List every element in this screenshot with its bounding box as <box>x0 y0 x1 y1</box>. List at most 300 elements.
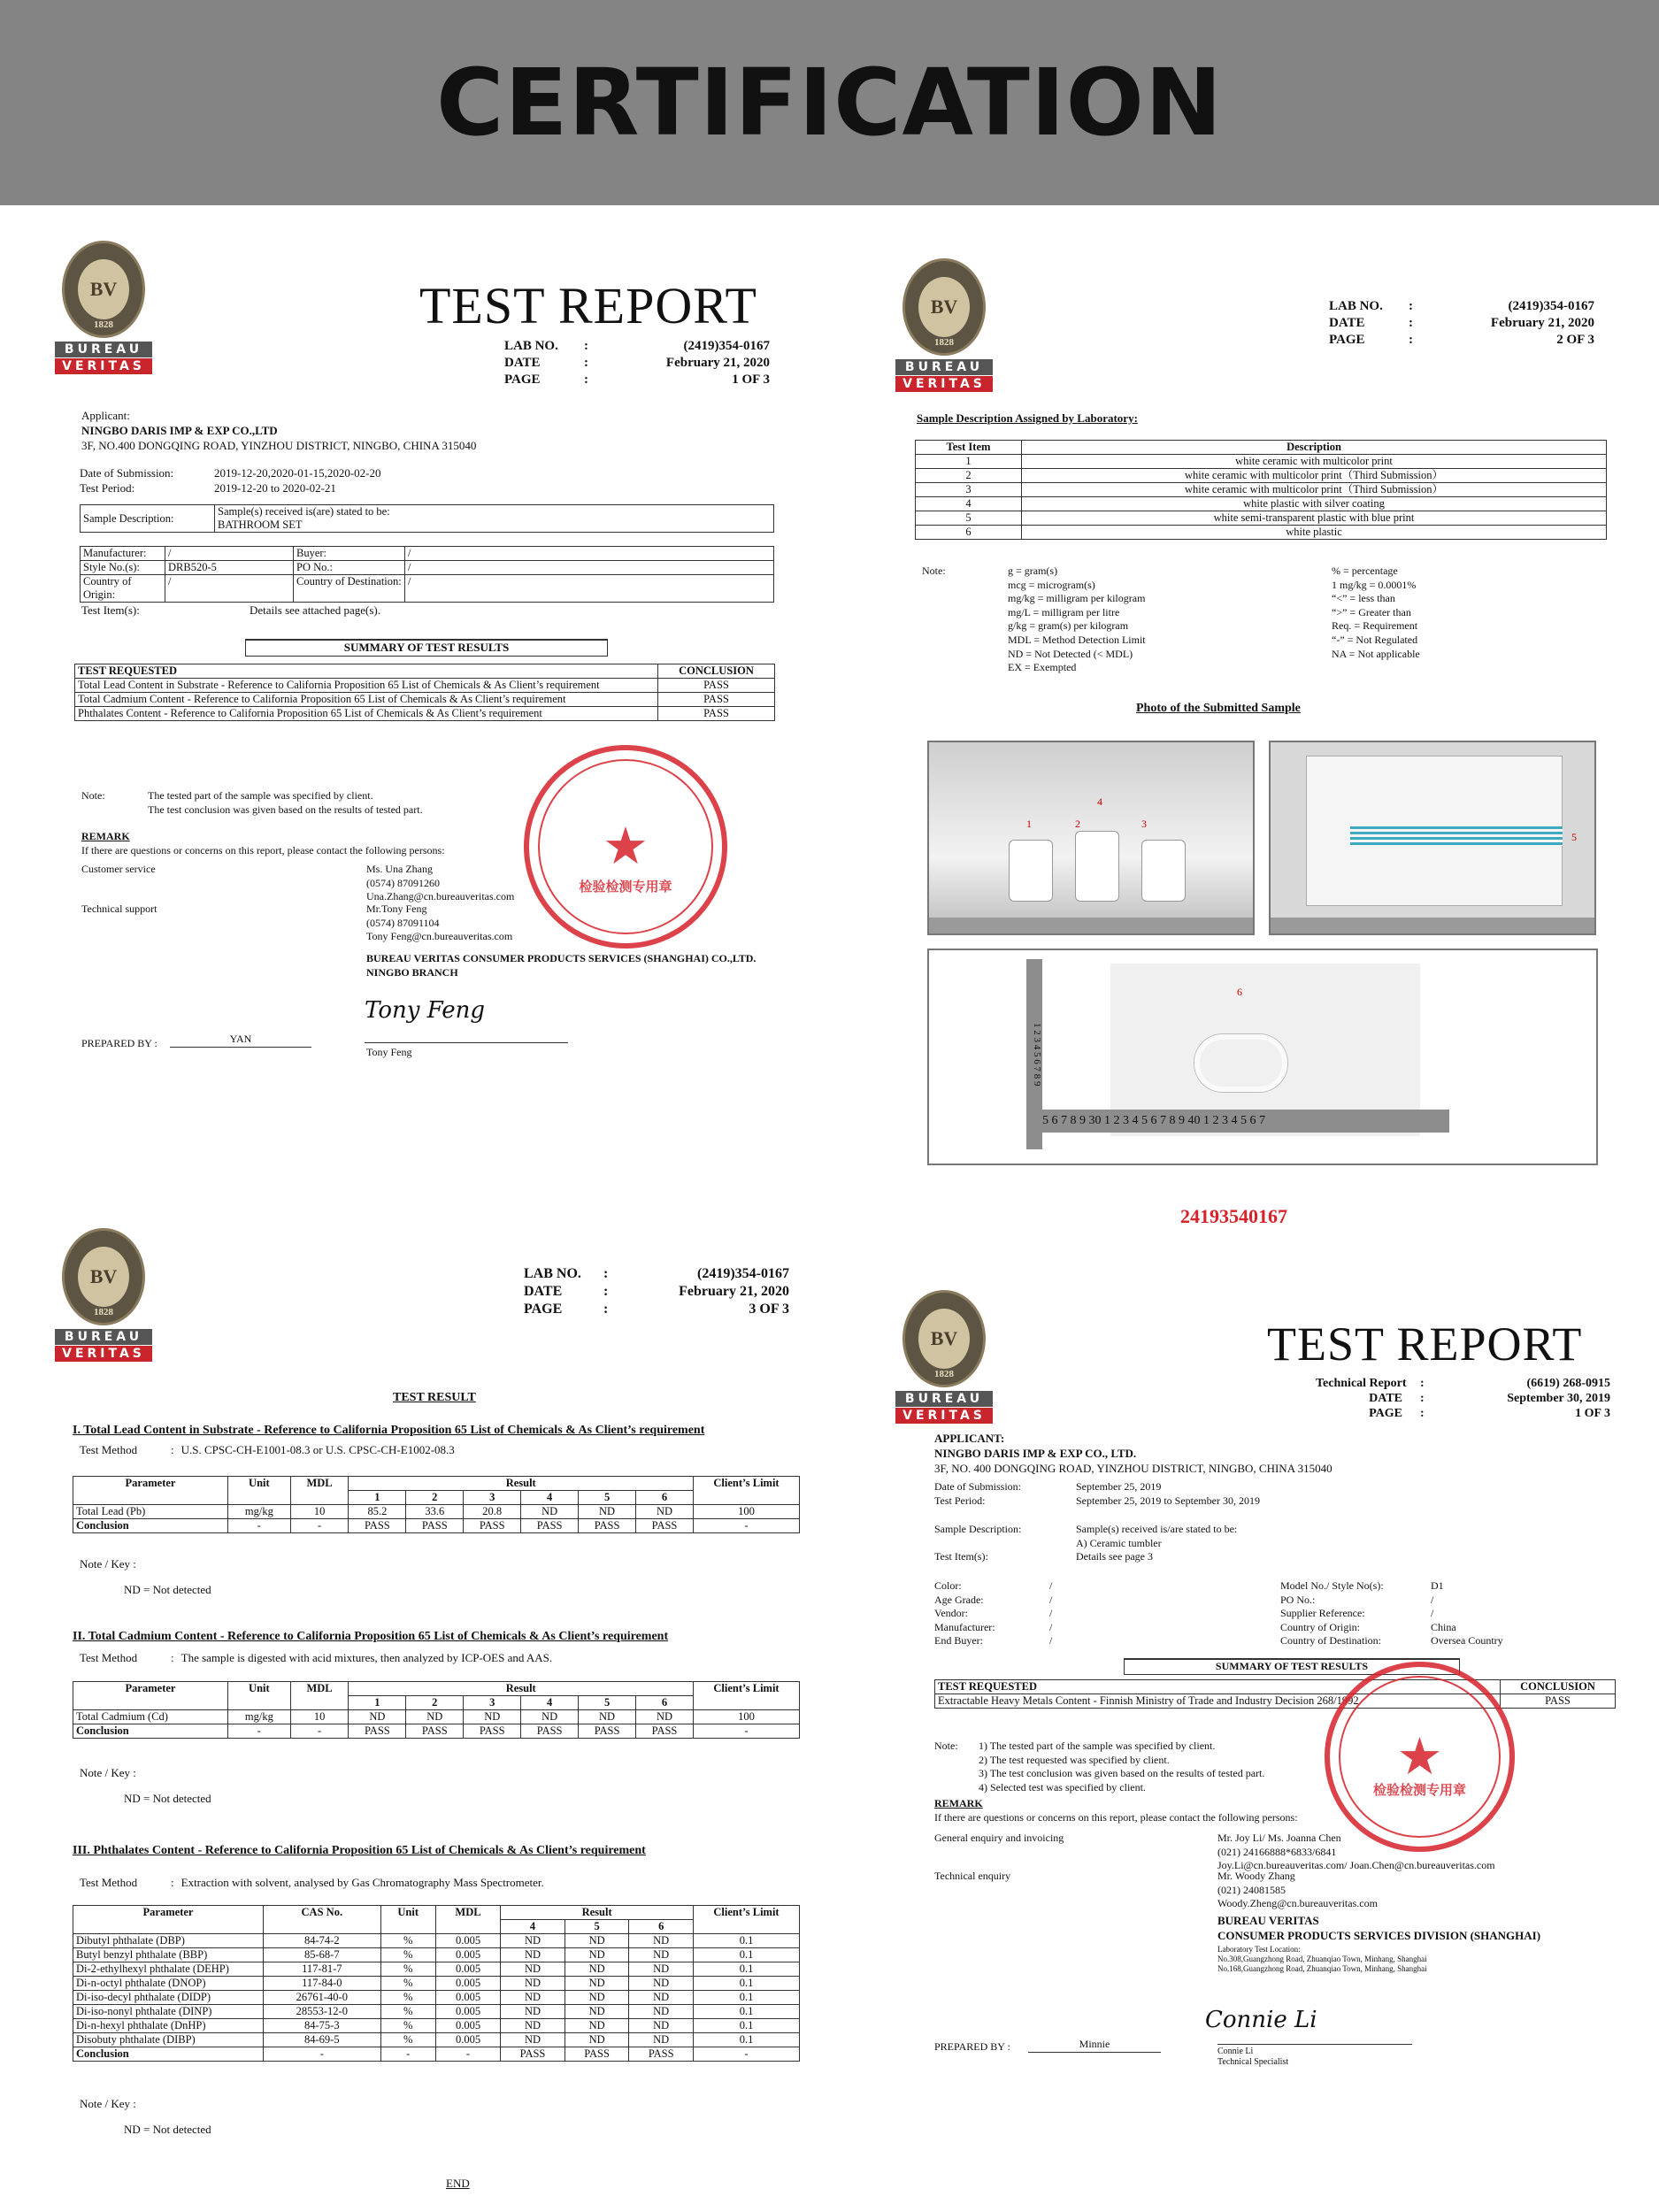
info-line <box>934 1579 1052 1594</box>
table-cell: 100 <box>694 1710 800 1724</box>
table-cell: - <box>290 1724 349 1739</box>
table-cell: ND <box>579 1710 636 1724</box>
info-value: / <box>1049 1620 1053 1633</box>
table-header: Result <box>501 1906 694 1920</box>
table-cell: - <box>228 1724 291 1739</box>
text-line: Mr.Tony Feng <box>366 902 427 915</box>
table-cell: CONCLUSION <box>658 664 775 679</box>
table-cell: PASS <box>629 2047 694 2062</box>
table-cell: ND <box>629 1977 694 1991</box>
customer-service-contact <box>366 863 514 904</box>
text-line: 1) The tested part of the sample was specified by client. <box>979 1740 1216 1752</box>
text-line: 3) The test conclusion was given based on the results of tested part. <box>979 1767 1265 1780</box>
text-line: Mr. Joy Li/ Ms. Joanna Chen <box>1217 1832 1341 1844</box>
table-row <box>75 679 775 693</box>
sample-heading: Sample Description Assigned by Laboratory: <box>917 411 1138 425</box>
footer-number: 24193540167 <box>1180 1205 1287 1227</box>
table-cell: 0.005 <box>435 1934 500 1948</box>
banner-title: CERTIFICATION <box>436 49 1223 157</box>
table-row <box>916 441 1607 455</box>
table-row <box>916 497 1607 511</box>
table-cell: % <box>380 2033 435 2047</box>
table-cell: Di-n-octyl phthalate (DNOP) <box>73 1977 264 1991</box>
info-value: / <box>1049 1593 1053 1606</box>
table-cell: PASS <box>406 1519 464 1533</box>
table-cell: 5 <box>579 1491 636 1505</box>
left-info <box>934 1579 1052 1648</box>
text-line: Ms. Una Zhang <box>366 863 433 875</box>
technical-support-contact <box>366 902 512 944</box>
info-label: Age Grade: <box>934 1593 984 1606</box>
table-cell: Country of Origin: <box>81 575 165 603</box>
summary-table: TEST REQUESTED CONCLUSION Extractable Heavy Metals Content - Finnish Ministry of Trade and Industry Decision 268/1992 PASS <box>934 1679 1616 1709</box>
info-line <box>1280 1634 1503 1648</box>
table-cell: ND <box>501 1991 565 2005</box>
table-cell: mg/kg <box>228 1710 291 1724</box>
table-cell: ND <box>565 1934 629 1948</box>
table-header: Result <box>349 1682 694 1696</box>
test-items: Test Item(s): Details see attached page(s). <box>81 603 380 617</box>
text-line: Joy.Li@cn.bureauveritas.com/ Joan.Chen@cn.bureauveritas.com <box>1217 1859 1495 1872</box>
info-line <box>1280 1621 1503 1635</box>
table-cell: ND <box>501 1962 565 1977</box>
table-cell: - <box>435 2047 500 2062</box>
section-3-method: Test Method : Extraction with solvent, analysed by Gas Chromatography Mass Spectrometer. <box>80 1876 544 1889</box>
table-cell: Conclusion <box>73 2047 264 2062</box>
sample-photo-tray: 5 <box>1269 741 1596 935</box>
table-cell: Description <box>1022 441 1607 455</box>
table-header: Parameter <box>73 1477 228 1505</box>
table-cell: ND <box>565 2005 629 2019</box>
applicant-block: APPLICANT: NINGBO DARIS IMP & EXP CO., LTD. 3F, NO. 400 DONGQING ROAD, YINZHOU DISTRICT, NINGBO, CHINA 315040 <box>934 1432 1333 1475</box>
table-cell: 5 <box>916 511 1022 526</box>
technical-enquiry: Technical enquiry <box>934 1870 1011 1882</box>
text-line: EX = Exempted <box>1008 661 1077 674</box>
table-cell: PASS <box>349 1519 406 1533</box>
table-cell: PASS <box>658 679 775 693</box>
table-cell: Test Item <box>916 441 1022 455</box>
table-row <box>73 1977 800 1991</box>
table-cell: Di-iso-decyl phthalate (DIDP) <box>73 1991 264 2005</box>
table-cell: Manufacturer: <box>81 547 165 561</box>
table-row <box>73 1505 800 1519</box>
table-cell: ND <box>629 2033 694 2047</box>
info-label: End Buyer: <box>934 1634 983 1647</box>
sample-photo-ceramics: 4 2 3 1 <box>927 741 1255 935</box>
conclusion-row <box>73 2047 800 2062</box>
lead-table <box>73 1476 800 1533</box>
official-stamp: ★ 检验检测专用章 <box>524 745 727 949</box>
text-line: 4) Selected test was specified by client. <box>979 1780 1146 1793</box>
prepared-by-label: PREPARED BY : <box>934 2040 1010 2053</box>
company-name: BUREAU VERITAS CONSUMER PRODUCTS SERVICES (SHANGHAI) CO.,LTD. NINGBO BRANCH <box>366 952 757 979</box>
general-enquiry: General enquiry and invoicing <box>934 1832 1064 1844</box>
remark: REMARK If there are questions or concerns on this report, please contact the following persons: <box>81 830 445 856</box>
table-cell: Butyl benzyl phthalate (BBP) <box>73 1948 264 1962</box>
table-row <box>81 547 774 561</box>
table-cell: Total Cadmium (Cd) <box>73 1710 228 1724</box>
photo-title: Photo of the Submitted Sample <box>1136 702 1301 715</box>
table-header: MDL <box>290 1682 349 1710</box>
table-cell: 20.8 <box>464 1505 521 1519</box>
sample-table <box>915 440 1607 540</box>
table-cell: / <box>165 575 294 603</box>
table-header: Parameter <box>73 1682 228 1710</box>
table-cell: Phthalates Content - Reference to California Proposition 65 List of Chemicals & As Client’s requirement <box>75 707 658 721</box>
report-title: TEST REPORT <box>1267 1317 1583 1371</box>
info-label: PO No.: <box>1280 1593 1316 1606</box>
table-cell: PASS <box>406 1724 464 1739</box>
submission-block: Date of Submission: 2019-12-20,2020-01-15,2020-02-20 Test Period: 2019-12-20 to 2020-02-21 <box>80 466 381 495</box>
table-cell: Total Lead (Pb) <box>73 1505 228 1519</box>
table-cell: 0.1 <box>694 1948 800 1962</box>
table-cell: ND <box>501 1948 565 1962</box>
text-line: “-” = Not Regulated <box>1332 633 1418 646</box>
table-header: MDL <box>435 1906 500 1934</box>
test-report-page-3 <box>55 1219 835 2193</box>
table-cell: PASS <box>636 1519 694 1533</box>
table-row <box>73 2033 800 2047</box>
table-header: Parameter <box>73 1906 264 1934</box>
table-cell: 3 <box>464 1491 521 1505</box>
summary-table <box>74 664 775 721</box>
table-cell: ND <box>565 1948 629 1962</box>
sample-photo-ring: 1 2 3 4 5 6 7 8 9 5 6 7 8 9 30 1 2 3 4 5 6 7 8 9 40 1 2 3 4 5 6 7 6 <box>927 949 1598 1165</box>
info-label: Country of Origin: <box>1280 1620 1360 1633</box>
table-header: Unit <box>228 1477 291 1505</box>
text-line: “<” = less than <box>1332 592 1395 605</box>
table-cell: ND <box>501 1977 565 1991</box>
text-line: MDL = Method Detection Limit <box>1008 633 1146 646</box>
text-line: Tony Feng@cn.bureauveritas.com <box>366 930 513 943</box>
text-line: g = gram(s) <box>1008 565 1058 577</box>
table-header: Client’s Limit <box>694 1477 800 1505</box>
table-cell: % <box>380 2019 435 2033</box>
table-row <box>916 455 1607 469</box>
text-line: (021) 24081585 <box>1217 1883 1286 1896</box>
table-cell: Di-2-ethylhexyl phthalate (DEHP) <box>73 1962 264 1977</box>
technical-enquiry-contact <box>1217 1870 1378 1911</box>
table-row <box>73 1934 800 1948</box>
table-cell: white plastic with silver coating <box>1022 497 1607 511</box>
table-row <box>75 707 775 721</box>
table-cell: / <box>405 561 774 575</box>
test-report-page-4 <box>895 1281 1623 2086</box>
table-row <box>73 2019 800 2033</box>
table-cell: ND <box>406 1710 464 1724</box>
table-cell: Buyer: <box>294 547 405 561</box>
bv-seal-icon: BV 1828 <box>62 241 145 338</box>
table-cell: / <box>405 547 774 561</box>
table-cell: Total Cadmium Content - Reference to California Proposition 65 List of Chemicals & As Client’s requirement <box>75 693 658 707</box>
table-row <box>916 469 1607 483</box>
bureau-veritas-logo: BV 1828 BUREAU VERITAS <box>895 258 993 392</box>
table-cell: white plastic <box>1022 526 1607 540</box>
table-cell: white ceramic with multicolor print（Third Submission） <box>1022 469 1607 483</box>
table-cell: 84-74-2 <box>264 1934 381 1948</box>
table-cell: 10 <box>290 1505 349 1519</box>
table-cell: Di-n-hexyl phthalate (DnHP) <box>73 2019 264 2033</box>
report-header: LAB NO. : (2419)354-0167 DATE : February 21, 2020 PAGE : 3 OF 3 <box>524 1266 789 1317</box>
table-cell: 117-84-0 <box>264 1977 381 1991</box>
sample-description: Sample Description: Sample(s) received is/are stated to be: A) Ceramic tumbler Test Item(s): Details see page 3 <box>934 1523 1238 1563</box>
table-cell: ND <box>521 1710 579 1724</box>
prepared-by: Minnie <box>1028 2038 1161 2053</box>
table-cell: 84-69-5 <box>264 2033 381 2047</box>
table-cell: Total Lead Content in Substrate - Reference to California Proposition 65 List of Chemicals & As Client’s requirement <box>75 679 658 693</box>
table-cell: DRB520-5 <box>165 561 294 575</box>
notes-left <box>1008 565 1146 675</box>
report-header: Technical Report : (6619) 268-0915 DATE : September 30, 2019 PAGE : 1 OF 3 <box>1316 1377 1610 1420</box>
signature-line <box>1217 2044 1412 2045</box>
table-cell: PASS <box>565 2047 629 2062</box>
table-cell: / <box>165 547 294 561</box>
section-2-method: Test Method : The sample is digested with acid mixtures, then analyzed by ICP-OES and AAS. <box>80 1651 553 1664</box>
text-line: (0574) 87091260 <box>366 876 440 889</box>
table-cell: 117-81-7 <box>264 1962 381 1977</box>
table-cell: ND <box>636 1710 694 1724</box>
report-title: TEST REPORT <box>419 277 757 334</box>
notes: Note: The tested part of the sample was specified by client. The test conclusion was given based on the results of tested part. <box>81 789 423 816</box>
table-cell: 0.1 <box>694 1977 800 1991</box>
table-cell: 4 <box>916 497 1022 511</box>
signature-line <box>365 1042 568 1043</box>
table-cell: 10 <box>290 1710 349 1724</box>
table-cell: PASS <box>464 1519 521 1533</box>
text-line: mcg = microgram(s) <box>1008 578 1095 591</box>
table-cell: PASS <box>636 1724 694 1739</box>
info-value: China <box>1431 1620 1456 1633</box>
text-line: Woody.Zheng@cn.bureauveritas.com <box>1217 1897 1378 1910</box>
table-header: Client’s Limit <box>694 1906 800 1934</box>
notes: Note: 1) The tested part of the sample was specified by client. 2) The test requested was specified by client. 3) The test conclusion was given based on the results of tested part. 4) Selected test was specified by client. <box>934 1740 1265 1793</box>
table-cell: - <box>694 1519 800 1533</box>
bv-seal-icon: BV 1828 <box>902 258 986 356</box>
bureau-veritas-logo: BV 1828 BUREAU VERITAS <box>895 1290 993 1424</box>
info-label: Supplier Reference: <box>1280 1607 1365 1620</box>
table-cell: PASS <box>501 2047 565 2062</box>
table-cell: - <box>228 1519 291 1533</box>
table-cell: 84-75-3 <box>264 2019 381 2033</box>
table-cell: ND <box>629 1962 694 1977</box>
table-row <box>916 483 1607 497</box>
table-cell: 0.005 <box>435 2033 500 2047</box>
info-value: Oversea Country <box>1431 1634 1503 1647</box>
table-cell: % <box>380 1991 435 2005</box>
table-cell: 0.005 <box>435 2019 500 2033</box>
conclusion-row <box>73 1724 800 1739</box>
table-cell: ND <box>349 1710 406 1724</box>
certification-banner <box>0 0 1659 205</box>
text-line: % = percentage <box>1332 565 1398 577</box>
table-cell: % <box>380 1977 435 1991</box>
table-cell: 1 <box>349 1491 406 1505</box>
table-cell: ND <box>629 2005 694 2019</box>
bv-seal-icon: BV 1828 <box>902 1290 986 1387</box>
text-line: Mr. Woody Zhang <box>1217 1870 1295 1882</box>
bv-seal-icon: BV 1828 <box>62 1228 145 1325</box>
table-cell: 0.1 <box>694 2019 800 2033</box>
section-1-method: Test Method : U.S. CPSC-CH-E1001-08.3 or U.S. CPSC-CH-E1002-08.3 <box>80 1443 455 1456</box>
table-row <box>916 511 1607 526</box>
table-row <box>73 1962 800 1977</box>
table-cell: 0.1 <box>694 2033 800 2047</box>
table-header: Unit <box>380 1906 435 1934</box>
table-cell: PASS <box>349 1724 406 1739</box>
table-cell: 2 <box>406 1491 464 1505</box>
table-header: Client’s Limit <box>694 1682 800 1710</box>
table-cell: 4 <box>501 1920 565 1934</box>
summary-title: SUMMARY OF TEST RESULTS <box>245 639 608 657</box>
signer: Tony Feng <box>366 1046 412 1058</box>
test-report-page-2 <box>895 232 1623 1240</box>
text-line: 2) The test requested was specified by client. <box>979 1753 1170 1766</box>
table-cell: ND <box>629 1948 694 1962</box>
table-cell: Dibutyl phthalate (DBP) <box>73 1934 264 1948</box>
table-cell: - <box>290 1519 349 1533</box>
table-cell: ND <box>579 1505 636 1519</box>
table-cell: PASS <box>521 1724 579 1739</box>
summary-title: SUMMARY OF TEST RESULTS <box>1124 1658 1460 1675</box>
table-row <box>73 2005 800 2019</box>
table-cell: 0.1 <box>694 1991 800 2005</box>
table-cell: Conclusion <box>73 1724 228 1739</box>
info-line <box>934 1621 1052 1635</box>
text-line: Una.Zhang@cn.bureauveritas.com <box>366 890 515 903</box>
table-cell: 2 <box>406 1696 464 1710</box>
info-line <box>934 1634 1052 1648</box>
table-row <box>73 1948 800 1962</box>
info-line <box>934 1594 1052 1608</box>
table-cell: Di-iso-nonyl phthalate (DINP) <box>73 2005 264 2019</box>
table-cell: 26761-40-0 <box>264 1991 381 2005</box>
table-cell: 6 <box>629 1920 694 1934</box>
right-info <box>1280 1579 1503 1648</box>
table-cell: ND <box>565 1991 629 2005</box>
table-cell: 0.005 <box>435 1948 500 1962</box>
table-cell: 3 <box>464 1696 521 1710</box>
table-cell: ND <box>501 1934 565 1948</box>
table-cell: 0.1 <box>694 2005 800 2019</box>
end-mark: END <box>446 2177 470 2190</box>
table-cell: 5 <box>565 1920 629 1934</box>
table-cell: - <box>380 2047 435 2062</box>
table-cell: 0.1 <box>694 1934 800 1948</box>
text-line: “>” = Greater than <box>1332 605 1411 618</box>
table-cell: 0.005 <box>435 1991 500 2005</box>
table-cell: ND <box>629 2019 694 2033</box>
phthalates-table <box>73 1905 800 2062</box>
table-cell: Conclusion <box>73 1519 228 1533</box>
section-2-title: II. Total Cadmium Content - Reference to California Proposition 65 List of Chemicals & As Client’s requirement <box>73 1630 669 1643</box>
info-value: / <box>1431 1593 1434 1606</box>
table-cell: Disobuty phthalate (DIBP) <box>73 2033 264 2047</box>
table-header-row <box>73 1682 800 1696</box>
note-label: Note: <box>922 565 946 577</box>
table-cell: ND <box>629 1991 694 2005</box>
bureau-veritas-logo: BV 1828 BUREAU VERITAS <box>55 1228 152 1362</box>
report-header: LAB NO. : (2419)354-0167 DATE : February 21, 2020 PAGE : 2 OF 3 <box>1329 299 1594 347</box>
table-header-row <box>73 1906 800 1920</box>
star-icon: ★ <box>603 818 649 875</box>
table-cell: ND <box>565 1977 629 1991</box>
info-line <box>1280 1594 1503 1608</box>
section-3-note: Note / Key : ND = Not detected <box>80 2097 211 2136</box>
table-row <box>73 1991 800 2005</box>
table-cell: ND <box>629 1934 694 1948</box>
info-label: Manufacturer: <box>934 1620 995 1633</box>
table-cell: TEST REQUESTED <box>75 664 658 679</box>
text-line: Req. = Requirement <box>1332 619 1418 633</box>
table-cell: 4 <box>521 1491 579 1505</box>
info-value: / <box>1049 1634 1053 1647</box>
section-3-title: III. Phthalates Content - Reference to California Proposition 65 List of Chemicals & As Client’s requirement <box>73 1844 646 1857</box>
applicant-block: Applicant: NINGBO DARIS IMP & EXP CO.,LTD 3F, NO.400 DONGQING ROAD, YINZHOU DISTRICT, NINGBO, CHINA 315040 <box>81 409 477 452</box>
signature: Tony Feng <box>365 997 486 1024</box>
prepared-by-label: PREPARED BY : <box>81 1037 157 1049</box>
table-cell: 4 <box>521 1696 579 1710</box>
info-value: D1 <box>1431 1579 1444 1592</box>
table-cell: 6 <box>636 1696 694 1710</box>
info-value: / <box>1431 1607 1434 1620</box>
section-1-note: Note / Key : ND = Not detected <box>80 1557 211 1596</box>
table-cell: Style No.(s): <box>81 561 165 575</box>
company-block: BUREAU VERITAS CONSUMER PRODUCTS SERVICES DIVISION (SHANGHAI) <box>1217 1914 1541 1942</box>
table-header: Unit <box>228 1682 291 1710</box>
table-cell: 0.005 <box>435 1977 500 1991</box>
table-cell: 1 <box>349 1696 406 1710</box>
table-cell: ND <box>501 2005 565 2019</box>
table-cell: Country of Destination: <box>294 575 405 603</box>
table-cell: 2 <box>916 469 1022 483</box>
text-line: 1 mg/kg = 0.0001% <box>1332 578 1417 591</box>
bureau-veritas-logo: BV 1828 BUREAU VERITAS <box>55 241 152 374</box>
signature: Connie Li <box>1205 2007 1317 2033</box>
table-cell: ND <box>501 2033 565 2047</box>
section-2-note: Note / Key : ND = Not detected <box>80 1766 211 1805</box>
table-cell: white ceramic with multicolor print（Third Submission） <box>1022 483 1607 497</box>
table-cell: 85-68-7 <box>264 1948 381 1962</box>
table-header-row <box>73 1477 800 1491</box>
table-row <box>81 575 774 603</box>
info-value: / <box>1049 1579 1053 1592</box>
table-cell: PASS <box>521 1519 579 1533</box>
signer: Connie Li Technical Specialist <box>1217 2047 1289 2067</box>
info-line <box>934 1607 1052 1621</box>
table-cell: - <box>694 1724 800 1739</box>
table-cell: % <box>380 1948 435 1962</box>
text-line: (021) 24166888*6833/6841 <box>1217 1845 1337 1858</box>
table-cell: % <box>380 1934 435 1948</box>
table-cell: 85.2 <box>349 1505 406 1519</box>
table-cell: / <box>405 575 774 603</box>
table-cell: ND <box>565 1962 629 1977</box>
table-cell: ND <box>521 1505 579 1519</box>
table-cell: ND <box>636 1505 694 1519</box>
table-cell: - <box>694 2047 800 2062</box>
table-cell: PASS <box>658 707 775 721</box>
table-cell: 6 <box>916 526 1022 540</box>
info-label: Vendor: <box>934 1607 968 1620</box>
official-stamp: ★ 检验检测专用章 <box>1325 1662 1515 1852</box>
test-report-page-1 <box>55 232 779 1196</box>
customer-service: Customer service <box>81 863 156 875</box>
table-cell: ND <box>565 2019 629 2033</box>
table-header: Result <box>349 1477 694 1491</box>
table-header: MDL <box>290 1477 349 1505</box>
table-cell: ND <box>501 2019 565 2033</box>
table-cell: PASS <box>579 1724 636 1739</box>
